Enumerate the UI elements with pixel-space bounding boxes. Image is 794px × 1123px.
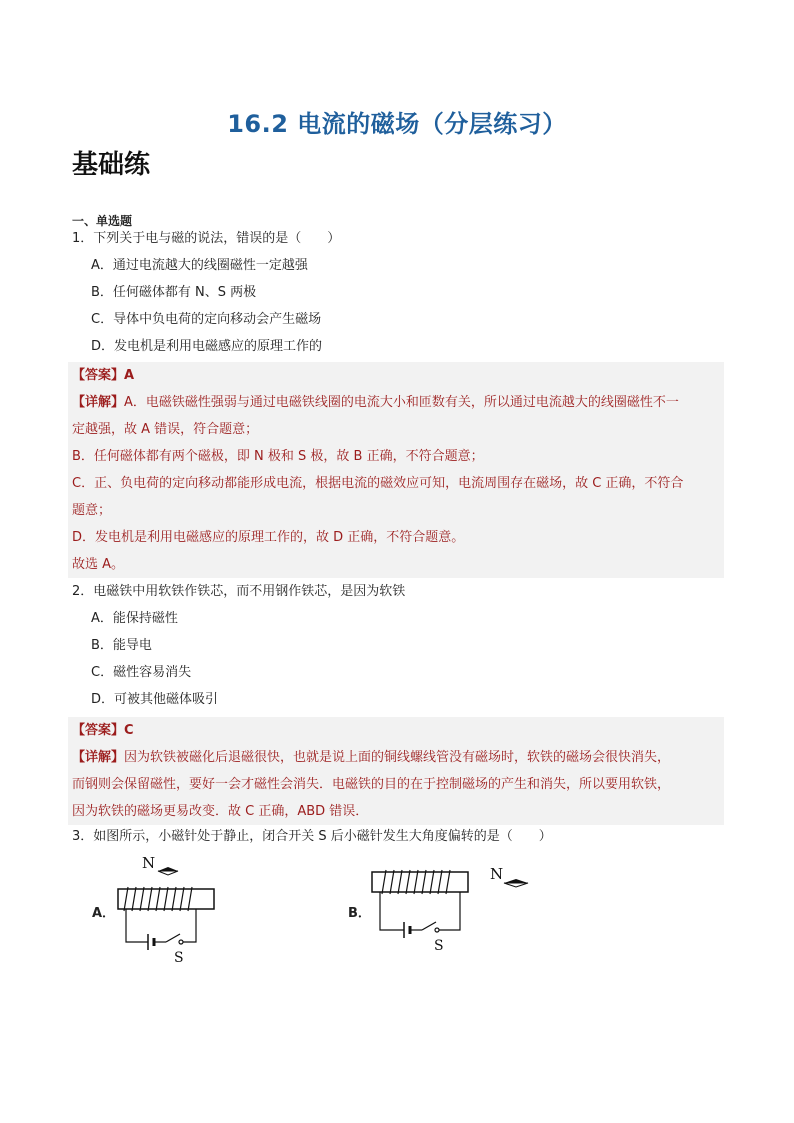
answer-value: A <box>124 368 135 383</box>
compass-needle-icon <box>158 867 178 875</box>
answer-line <box>68 717 724 744</box>
answer-value: C <box>124 723 134 738</box>
battery-icon <box>148 934 154 950</box>
answer-tag: 【答案】 <box>72 723 125 738</box>
detail-line: 因为软铁的磁场更易改变．故 C 正确，ABD 错误． <box>72 804 369 819</box>
question-1-answer-box <box>68 362 724 578</box>
detail-line: C．正、负电荷的定向移动都能形成电流，根据电流的磁效应可知，电流周围存在磁场，故 C 正确，不符合 <box>72 476 684 491</box>
solenoid-coil <box>124 887 192 911</box>
switch-s-label: S <box>174 950 184 966</box>
question-2-option-d: D．可被其他磁体吸引 <box>91 692 219 707</box>
question-1-option-b: B．任何磁体都有 N、S 两极 <box>91 285 257 300</box>
question-1-option-a: A．通过电流越大的线圈磁性一定越强 <box>91 258 308 273</box>
question-2-option-c: C．磁性容易消失 <box>91 665 192 680</box>
figure-a-label: A． <box>92 906 116 921</box>
battery-icon <box>404 922 410 938</box>
switch-s-label: S <box>434 938 444 954</box>
answer-tag: 【答案】 <box>72 368 125 383</box>
question-2-option-b: B．能导电 <box>91 638 152 653</box>
switch-icon <box>166 934 183 944</box>
detail-line: 故选 A。 <box>72 557 125 572</box>
figure-b-label: B． <box>348 906 371 921</box>
question-2-option-a: A．能保持磁性 <box>91 611 178 626</box>
detail-text: A．电磁铁磁性强弱与通过电磁铁线圈的电流大小和匝数有关，所以通过电流越大的线圈磁性不一 <box>124 395 679 410</box>
needle-n-label: N <box>142 854 156 872</box>
compass-needle-icon <box>504 879 528 887</box>
detail-line: 定越强，故 A 错误，符合题意； <box>72 422 259 437</box>
needle-n-label: N <box>490 865 504 883</box>
solenoid-coil <box>382 870 450 894</box>
figure-b-circuit <box>366 860 536 960</box>
detail-line: 题意； <box>72 503 112 518</box>
detail-line: B．任何磁体都有两个磁极，即 N 极和 S 极，故 B 正确，不符合题意； <box>72 449 484 464</box>
switch-icon <box>422 922 439 932</box>
figure-a-circuit <box>110 850 230 970</box>
detail-line: 而钢则会保留磁性，要好一会才磁性会消失．电磁铁的目的在于控制磁场的产生和消失，所以要用软铁， <box>72 777 671 792</box>
detail-line: D．发电机是利用电磁感应的原理工作的，故 D 正确，不符合题意。 <box>72 530 465 545</box>
detail-text: 因为软铁被磁化后退磁很快，也就是说上面的铜线螺线管没有磁场时，软铁的磁场会很快消失， <box>124 750 671 765</box>
question-1-stem: 1．下列关于电与磁的说法，错误的是（ ） <box>72 231 341 246</box>
subsection-heading: 一、单选题 <box>72 214 133 228</box>
question-1-option-d: D．发电机是利用电磁感应的原理工作的 <box>91 339 323 354</box>
answer-line <box>68 362 724 389</box>
question-3-stem: 3．如图所示，小磁针处于静止，闭合开关 S 后小磁针发生大角度偏转的是（ ） <box>72 829 552 844</box>
section-heading: 基础练 <box>72 150 151 180</box>
detail-tag: 【详解】 <box>72 750 125 765</box>
circuit-wires <box>126 909 196 942</box>
detail-line <box>68 744 724 771</box>
question-2-stem: 2．电磁铁中用软铁作铁芯，而不用钢作铁芯，是因为软铁 <box>72 584 406 599</box>
detail-line <box>68 389 724 416</box>
solenoid-core <box>372 872 468 892</box>
question-2-answer-box <box>68 717 724 825</box>
page-title: 16.2 电流的磁场（分层练习） <box>227 110 567 138</box>
question-1-option-c: C．导体中负电荷的定向移动会产生磁场 <box>91 312 322 327</box>
detail-tag: 【详解】 <box>72 395 125 410</box>
circuit-wires <box>380 892 460 930</box>
